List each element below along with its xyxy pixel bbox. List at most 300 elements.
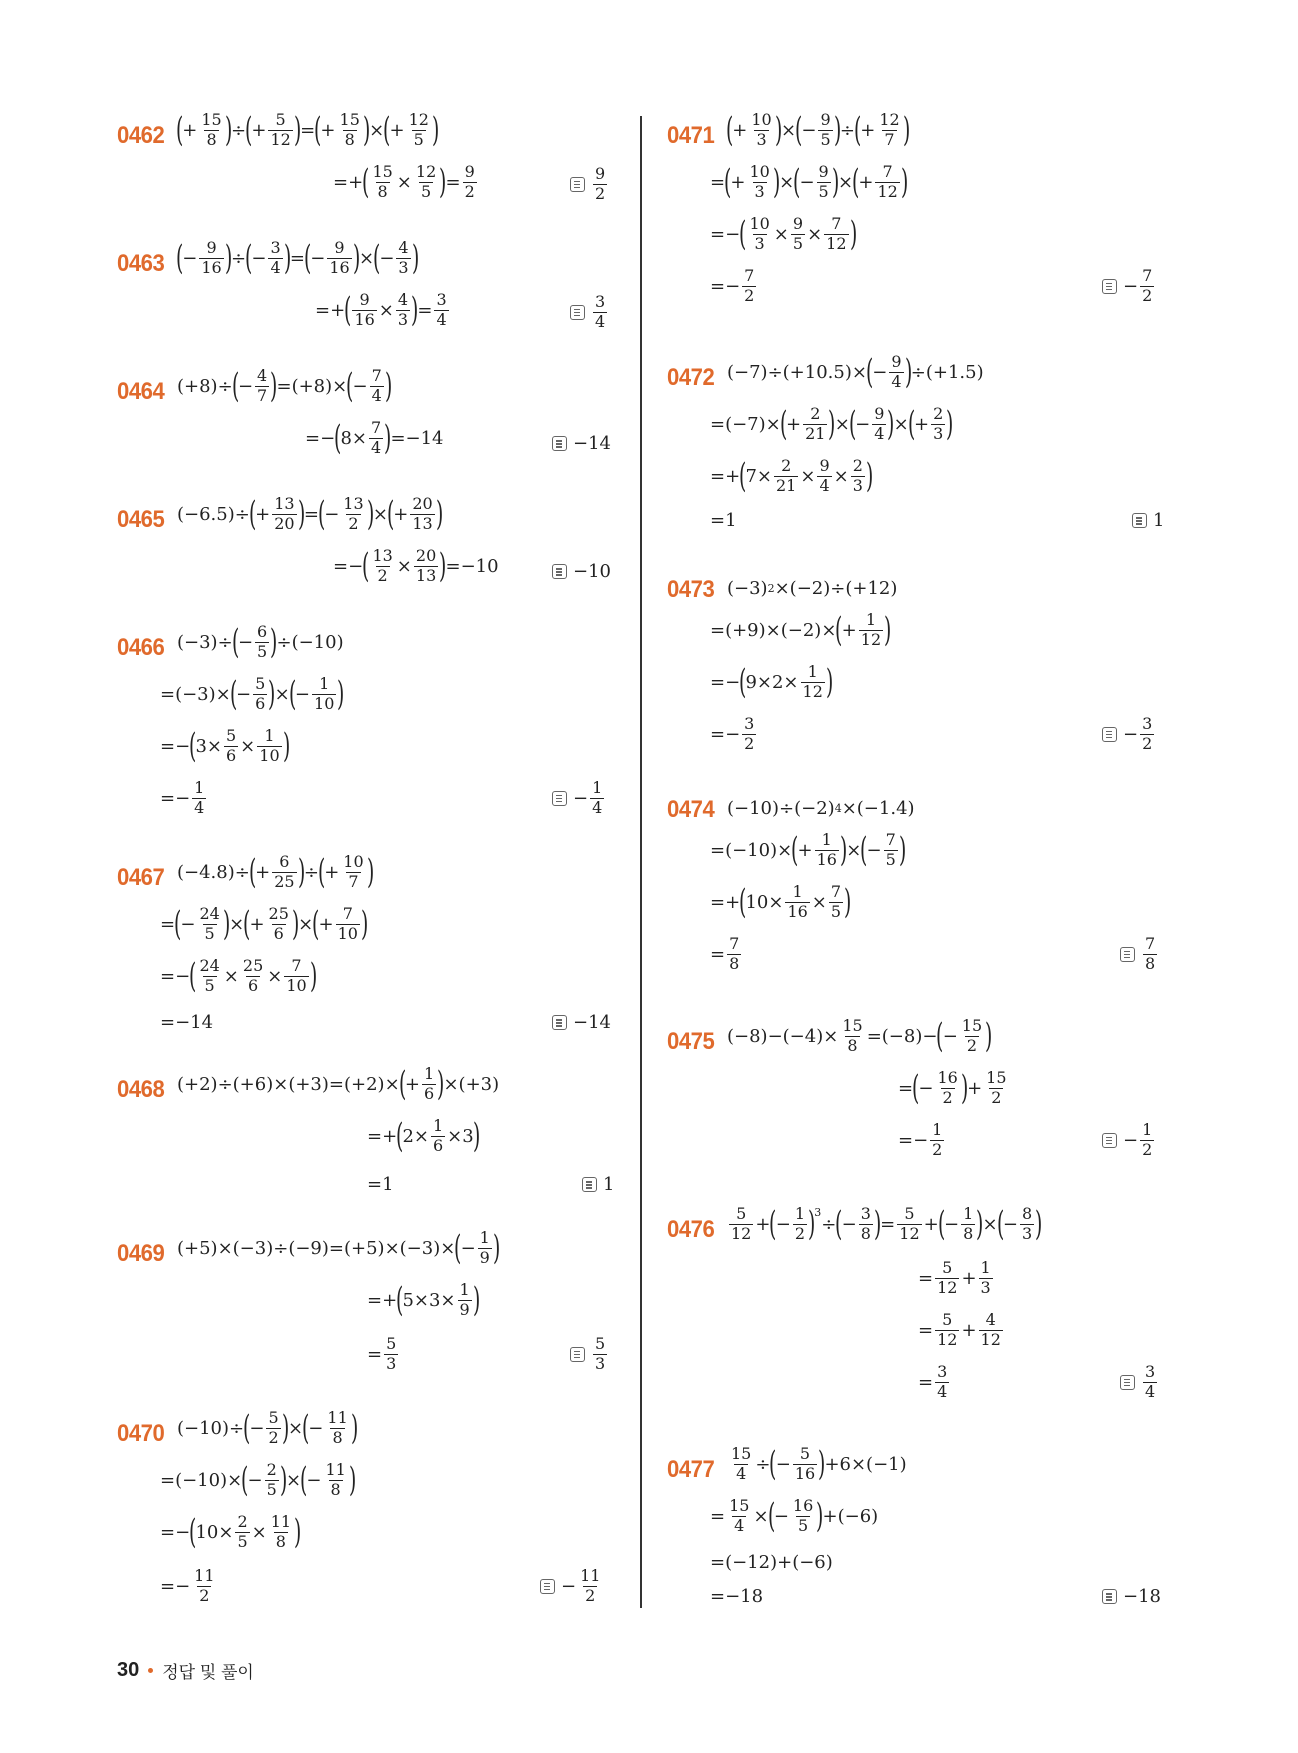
math-text: (−3) xyxy=(727,578,768,599)
answer xyxy=(552,780,606,817)
answer xyxy=(1102,716,1156,753)
math-text: − xyxy=(943,1213,960,1235)
fraction xyxy=(824,216,848,253)
fraction xyxy=(593,294,607,331)
numerator: 10 xyxy=(343,852,364,871)
math-text: ( xyxy=(317,494,326,535)
math-text: − xyxy=(1123,1129,1139,1151)
math-text: × xyxy=(267,965,283,987)
math-text: (+5)×(−3)÷(−9)=(+5)×(−3)× xyxy=(177,1237,456,1259)
numerator: 11 xyxy=(270,1512,292,1531)
numerator: 7 xyxy=(744,266,755,285)
math-text: = xyxy=(300,119,316,141)
math-text: =(−10)× xyxy=(710,839,793,861)
fraction xyxy=(877,112,901,149)
math-text: − xyxy=(918,1077,934,1099)
math-text: ( xyxy=(288,674,296,715)
numerator: 9 xyxy=(464,162,475,181)
math-text: =+ xyxy=(367,1125,398,1147)
math-text: ) xyxy=(774,110,782,151)
math-text: ) xyxy=(282,726,290,767)
numerator: 20 xyxy=(415,546,437,565)
section-label: 정답 및 풀이 xyxy=(162,1663,254,1682)
solution-line xyxy=(710,1552,833,1573)
solution-line xyxy=(367,1336,400,1373)
denominator: 2 xyxy=(348,513,359,533)
math-text: (+8)÷ xyxy=(177,375,233,397)
problem-number: 0473 xyxy=(667,576,715,603)
math-text: =− xyxy=(160,735,191,757)
math-text: ) xyxy=(297,852,305,893)
math-text: ÷ xyxy=(303,861,319,883)
math-text: ) xyxy=(839,830,848,871)
math-text: =(+9)×(−2)× xyxy=(710,619,837,641)
solution-line xyxy=(160,676,344,713)
math-text: ) xyxy=(946,404,954,445)
denominator: 16 xyxy=(354,309,375,329)
math-text: ( xyxy=(398,1064,406,1105)
numerator: 10 xyxy=(749,162,770,181)
denominator: 4 xyxy=(734,1515,745,1535)
numerator: 15 xyxy=(731,1444,752,1463)
math-text: =−10 xyxy=(445,555,499,577)
fraction xyxy=(875,164,899,201)
math-text: ) xyxy=(348,1460,357,1501)
solution-line xyxy=(177,240,418,277)
math-text: − xyxy=(310,247,326,269)
math-text: + xyxy=(786,413,802,435)
fraction xyxy=(930,1122,944,1159)
math-text: ( xyxy=(396,1280,404,1321)
denominator: 4 xyxy=(194,797,205,817)
denominator: 8 xyxy=(860,1223,871,1243)
denominator: 10 xyxy=(314,693,335,713)
math-text: ) xyxy=(279,1460,288,1501)
math-text: ( xyxy=(386,494,395,535)
math-text: − xyxy=(460,1237,476,1259)
denominator: 5 xyxy=(413,129,424,149)
math-text: =(−12)+(−6) xyxy=(710,1552,833,1573)
math-text: + xyxy=(318,913,334,935)
math-text: = xyxy=(918,1371,934,1393)
math-text: − xyxy=(775,1453,791,1475)
math-text: ( xyxy=(860,830,868,871)
denominator: 20 xyxy=(274,513,295,533)
problem-number: 0469 xyxy=(117,1240,165,1267)
math-text: × xyxy=(358,247,375,269)
answer xyxy=(540,1568,604,1605)
denominator: 5 xyxy=(885,849,896,869)
fraction xyxy=(793,1206,807,1243)
solution-line xyxy=(177,624,344,661)
math-text: × xyxy=(807,223,823,245)
math-text: ( xyxy=(346,366,354,407)
math-text: 3 xyxy=(814,1206,822,1219)
math-text: ) xyxy=(985,1016,993,1057)
math-text: ) xyxy=(831,162,839,203)
denominator: 5 xyxy=(818,181,829,201)
math-text: (−10)÷ xyxy=(177,1417,245,1439)
solution-line xyxy=(727,354,984,391)
math-text: + xyxy=(182,119,198,141)
denominator: 2 xyxy=(744,733,755,753)
numerator: 3 xyxy=(744,714,755,733)
math-text: =+ xyxy=(367,1289,398,1311)
fraction xyxy=(935,1070,959,1107)
bullet-dot xyxy=(148,1668,153,1673)
denominator: 3 xyxy=(1021,1223,1033,1243)
fraction xyxy=(979,1312,1003,1349)
fraction xyxy=(325,1410,349,1447)
math-text: ) xyxy=(435,494,443,535)
math-text: ( xyxy=(769,1444,777,1485)
numerator: 13 xyxy=(372,546,393,565)
math-text: + xyxy=(249,913,265,935)
fraction xyxy=(931,406,945,443)
math-text: 9×2× xyxy=(745,671,799,693)
fraction xyxy=(255,624,269,661)
numerator: 3 xyxy=(860,1204,871,1223)
math-text: + xyxy=(797,839,813,861)
denominator: 21 xyxy=(775,475,797,495)
answer-note-icon xyxy=(552,436,567,451)
math-text: = xyxy=(710,1505,726,1527)
numerator: 3 xyxy=(937,1362,948,1381)
solution-line xyxy=(710,884,850,921)
math-text: + xyxy=(255,861,271,883)
math-text: ) xyxy=(960,1068,969,1109)
math-text: + xyxy=(755,1213,771,1235)
answer-note-icon xyxy=(1120,947,1135,962)
math-text: ( xyxy=(396,1116,404,1157)
problem-number: 0471 xyxy=(667,122,715,149)
math-text: × xyxy=(837,171,854,193)
denominator: 12 xyxy=(731,1223,752,1243)
solution-line xyxy=(710,510,737,531)
numerator: 25 xyxy=(242,956,264,975)
math-text: (−6.5)÷ xyxy=(177,503,250,525)
numerator: 1 xyxy=(807,662,818,681)
math-text: ÷ xyxy=(755,1453,771,1475)
numerator: 7 xyxy=(371,366,382,385)
denominator: 4 xyxy=(270,257,281,277)
fraction xyxy=(369,420,383,457)
math-text: + xyxy=(324,861,340,883)
denominator: 9 xyxy=(479,1247,490,1267)
page-footer xyxy=(117,1658,254,1683)
math-text: × xyxy=(287,1417,304,1439)
denominator: 3 xyxy=(980,1277,991,1297)
math-text: 10× xyxy=(195,1521,234,1543)
numerator: 1 xyxy=(794,1204,805,1223)
fraction xyxy=(801,664,825,701)
fraction xyxy=(269,1514,293,1551)
math-text: ( xyxy=(362,546,370,587)
math-text: ( xyxy=(302,1408,310,1449)
math-text: (−4.8)÷ xyxy=(177,861,250,883)
math-text: ) xyxy=(976,1204,984,1245)
fraction xyxy=(341,854,365,891)
denominator: 5 xyxy=(820,129,831,149)
math-text: ) xyxy=(297,494,305,535)
math-text: × xyxy=(834,413,850,435)
solution-line xyxy=(177,854,373,891)
problem-number: 0467 xyxy=(117,864,165,891)
solution-line xyxy=(710,612,890,649)
math-text: − xyxy=(775,1213,791,1235)
solution-line xyxy=(727,112,909,149)
fraction xyxy=(859,1206,873,1243)
math-text: = xyxy=(367,1343,383,1365)
numerator: 2 xyxy=(852,456,863,475)
math-text: ) xyxy=(291,904,300,945)
math-text: ) xyxy=(222,904,231,945)
math-text: (−7)÷(+10.5)× xyxy=(727,361,867,383)
denominator: 4 xyxy=(436,309,447,329)
math-text: =+ xyxy=(710,465,741,487)
fraction xyxy=(815,832,839,869)
denominator: 2 xyxy=(744,285,755,305)
math-text: ) xyxy=(384,418,392,459)
fraction xyxy=(266,1410,280,1447)
math-text: ( xyxy=(362,162,370,203)
math-text: + xyxy=(860,119,876,141)
math-text: 3× xyxy=(195,735,222,757)
solution-line xyxy=(315,292,451,329)
math-text: ) xyxy=(352,238,360,279)
fraction xyxy=(463,164,477,201)
fraction xyxy=(785,884,809,921)
math-text: × xyxy=(753,1505,769,1527)
math-text: + xyxy=(732,119,748,141)
math-text: = xyxy=(160,913,176,935)
math-text: ÷(−10) xyxy=(276,631,344,653)
numerator: 9 xyxy=(874,404,885,423)
math-text: (−3)÷ xyxy=(177,631,233,653)
solution-line xyxy=(177,1230,499,1267)
denominator: 7 xyxy=(348,871,359,891)
math-text: + xyxy=(255,503,271,525)
math-text: − xyxy=(251,247,267,269)
solution-line xyxy=(710,664,832,701)
math-text: =(−8)− xyxy=(866,1025,938,1047)
math-text: − xyxy=(306,1469,322,1491)
math-text: × xyxy=(378,299,394,321)
fraction xyxy=(327,240,351,277)
fraction xyxy=(422,1066,436,1103)
fraction xyxy=(255,368,269,405)
math-text: ( xyxy=(189,726,197,767)
math-text: ×(+3) xyxy=(443,1073,500,1095)
math-text: = xyxy=(918,1319,934,1341)
math-text: =− xyxy=(160,1521,191,1543)
solution-line xyxy=(305,420,444,457)
math-text: ) xyxy=(224,238,232,279)
math-text: ×(−2)÷(+12) xyxy=(774,578,898,599)
math-text: ) xyxy=(472,1116,480,1157)
math-text: − xyxy=(294,683,311,705)
denominator: 21 xyxy=(805,423,826,443)
math-text: × xyxy=(229,913,245,935)
denominator: 12 xyxy=(899,1223,920,1243)
math-text: − xyxy=(249,1417,265,1439)
math-text: − xyxy=(352,375,368,397)
math-text: − xyxy=(773,1505,789,1527)
math-text: ) xyxy=(293,110,302,151)
answer xyxy=(1120,1364,1159,1401)
math-text: = xyxy=(918,1267,934,1289)
math-text: ( xyxy=(317,852,326,893)
numerator: 9 xyxy=(595,164,606,183)
math-text: + xyxy=(961,1267,977,1289)
math-text: ) xyxy=(900,162,909,203)
denominator: 2 xyxy=(268,1427,279,1447)
fraction xyxy=(884,832,898,869)
math-text: ( xyxy=(243,904,251,945)
math-text: ( xyxy=(907,404,916,445)
numerator: 20 xyxy=(412,494,433,513)
math-text: × xyxy=(779,171,795,193)
solution-line xyxy=(710,832,905,869)
math-text: ) xyxy=(366,494,374,535)
problem-number: 0466 xyxy=(117,634,165,661)
numerator: 15 xyxy=(372,162,393,181)
fraction xyxy=(414,164,438,201)
answer xyxy=(552,433,611,454)
problem-number: 0464 xyxy=(117,378,165,405)
denominator: 4 xyxy=(891,371,902,391)
denominator: 2 xyxy=(464,181,475,201)
math-text: ( xyxy=(454,1228,462,1269)
solution-line xyxy=(710,716,758,753)
numerator: 9 xyxy=(792,214,804,233)
fraction xyxy=(370,548,394,585)
math-text: ) xyxy=(294,1512,302,1553)
math-text: × xyxy=(846,839,862,861)
denominator: 2 xyxy=(794,1223,805,1243)
math-text: −14 xyxy=(573,1012,611,1033)
numerator: 3 xyxy=(270,238,281,257)
fraction xyxy=(590,780,604,817)
numerator: 5 xyxy=(942,1258,953,1277)
math-text: ) xyxy=(384,366,393,407)
math-text: ( xyxy=(189,1512,197,1553)
math-text: 4 xyxy=(834,802,842,815)
math-text: + xyxy=(961,1319,977,1341)
denominator: 6 xyxy=(225,745,237,765)
denominator: 6 xyxy=(273,923,284,943)
solution-line xyxy=(918,1364,951,1401)
fraction xyxy=(578,1568,602,1605)
math-text: ) xyxy=(902,110,910,151)
math-text: =+ xyxy=(710,891,741,913)
numerator: 15 xyxy=(339,110,360,129)
numerator: 11 xyxy=(325,1460,346,1479)
solution-line xyxy=(333,548,499,585)
math-text: = xyxy=(445,171,461,193)
answer xyxy=(570,166,609,203)
denominator: 2 xyxy=(966,1035,978,1055)
fraction xyxy=(793,1446,817,1483)
math-text: ( xyxy=(791,830,799,871)
page-number: 30 xyxy=(117,1659,140,1681)
math-text: =− xyxy=(160,787,191,809)
solution-line xyxy=(727,1446,907,1483)
answer-note-icon xyxy=(570,1347,585,1362)
math-text: ( xyxy=(739,214,747,255)
numerator: 25 xyxy=(268,904,289,923)
solution-line xyxy=(160,728,289,765)
math-text: ) xyxy=(283,238,291,279)
fraction xyxy=(935,1312,959,1349)
numerator: 9 xyxy=(206,238,217,257)
fraction xyxy=(791,1498,815,1535)
numerator: 13 xyxy=(343,494,364,513)
denominator: 6 xyxy=(424,1083,435,1103)
math-text: =− xyxy=(710,671,741,693)
denominator: 8 xyxy=(963,1223,974,1243)
denominator: 4 xyxy=(1145,1381,1156,1401)
math-text: −18 xyxy=(1123,1586,1161,1607)
math-text: ) xyxy=(1035,1204,1043,1245)
fraction xyxy=(265,1462,279,1499)
solution-line xyxy=(177,1066,499,1103)
math-text: ( xyxy=(936,1016,944,1057)
math-text: =− xyxy=(710,723,741,745)
numerator: 2 xyxy=(933,404,944,423)
numerator: 15 xyxy=(961,1016,983,1035)
math-text: × xyxy=(773,223,789,245)
denominator: 4 xyxy=(595,311,606,331)
fraction xyxy=(272,496,296,533)
denominator: 5 xyxy=(792,233,804,253)
solution-line xyxy=(918,1312,1005,1349)
fraction xyxy=(396,292,410,329)
math-text: ) xyxy=(884,610,892,651)
problem-number: 0468 xyxy=(117,1076,165,1103)
fraction xyxy=(224,728,238,765)
math-text: ) xyxy=(437,1064,445,1105)
math-text: − xyxy=(1123,275,1139,297)
denominator: 2 xyxy=(585,1585,596,1605)
math-text: +6×(−1) xyxy=(824,1453,907,1475)
denominator: 9 xyxy=(459,1299,470,1319)
math-text: ) xyxy=(828,404,836,445)
answer xyxy=(1132,510,1164,531)
numerator: 5 xyxy=(386,1334,397,1353)
numerator: 1 xyxy=(459,1280,470,1299)
math-text: 7× xyxy=(745,465,772,487)
math-text: ( xyxy=(853,110,862,151)
denominator: 8 xyxy=(1145,953,1156,973)
solution-line xyxy=(367,1118,479,1155)
math-text: ( xyxy=(835,610,843,651)
denominator: 12 xyxy=(937,1329,958,1349)
denominator: 8 xyxy=(377,181,388,201)
numerator: 1 xyxy=(264,726,275,745)
problem-number: 0470 xyxy=(117,1420,165,1447)
numerator: 16 xyxy=(792,1496,814,1515)
math-text: + xyxy=(841,619,857,641)
problem-number: 0476 xyxy=(667,1216,715,1243)
math-text: − xyxy=(799,171,815,193)
fraction xyxy=(410,496,434,533)
solution-line xyxy=(177,1410,357,1447)
fraction xyxy=(984,1070,1008,1107)
math-text: ÷ xyxy=(839,119,855,141)
answer-note-icon xyxy=(540,1579,555,1594)
numerator: 16 xyxy=(937,1068,958,1087)
